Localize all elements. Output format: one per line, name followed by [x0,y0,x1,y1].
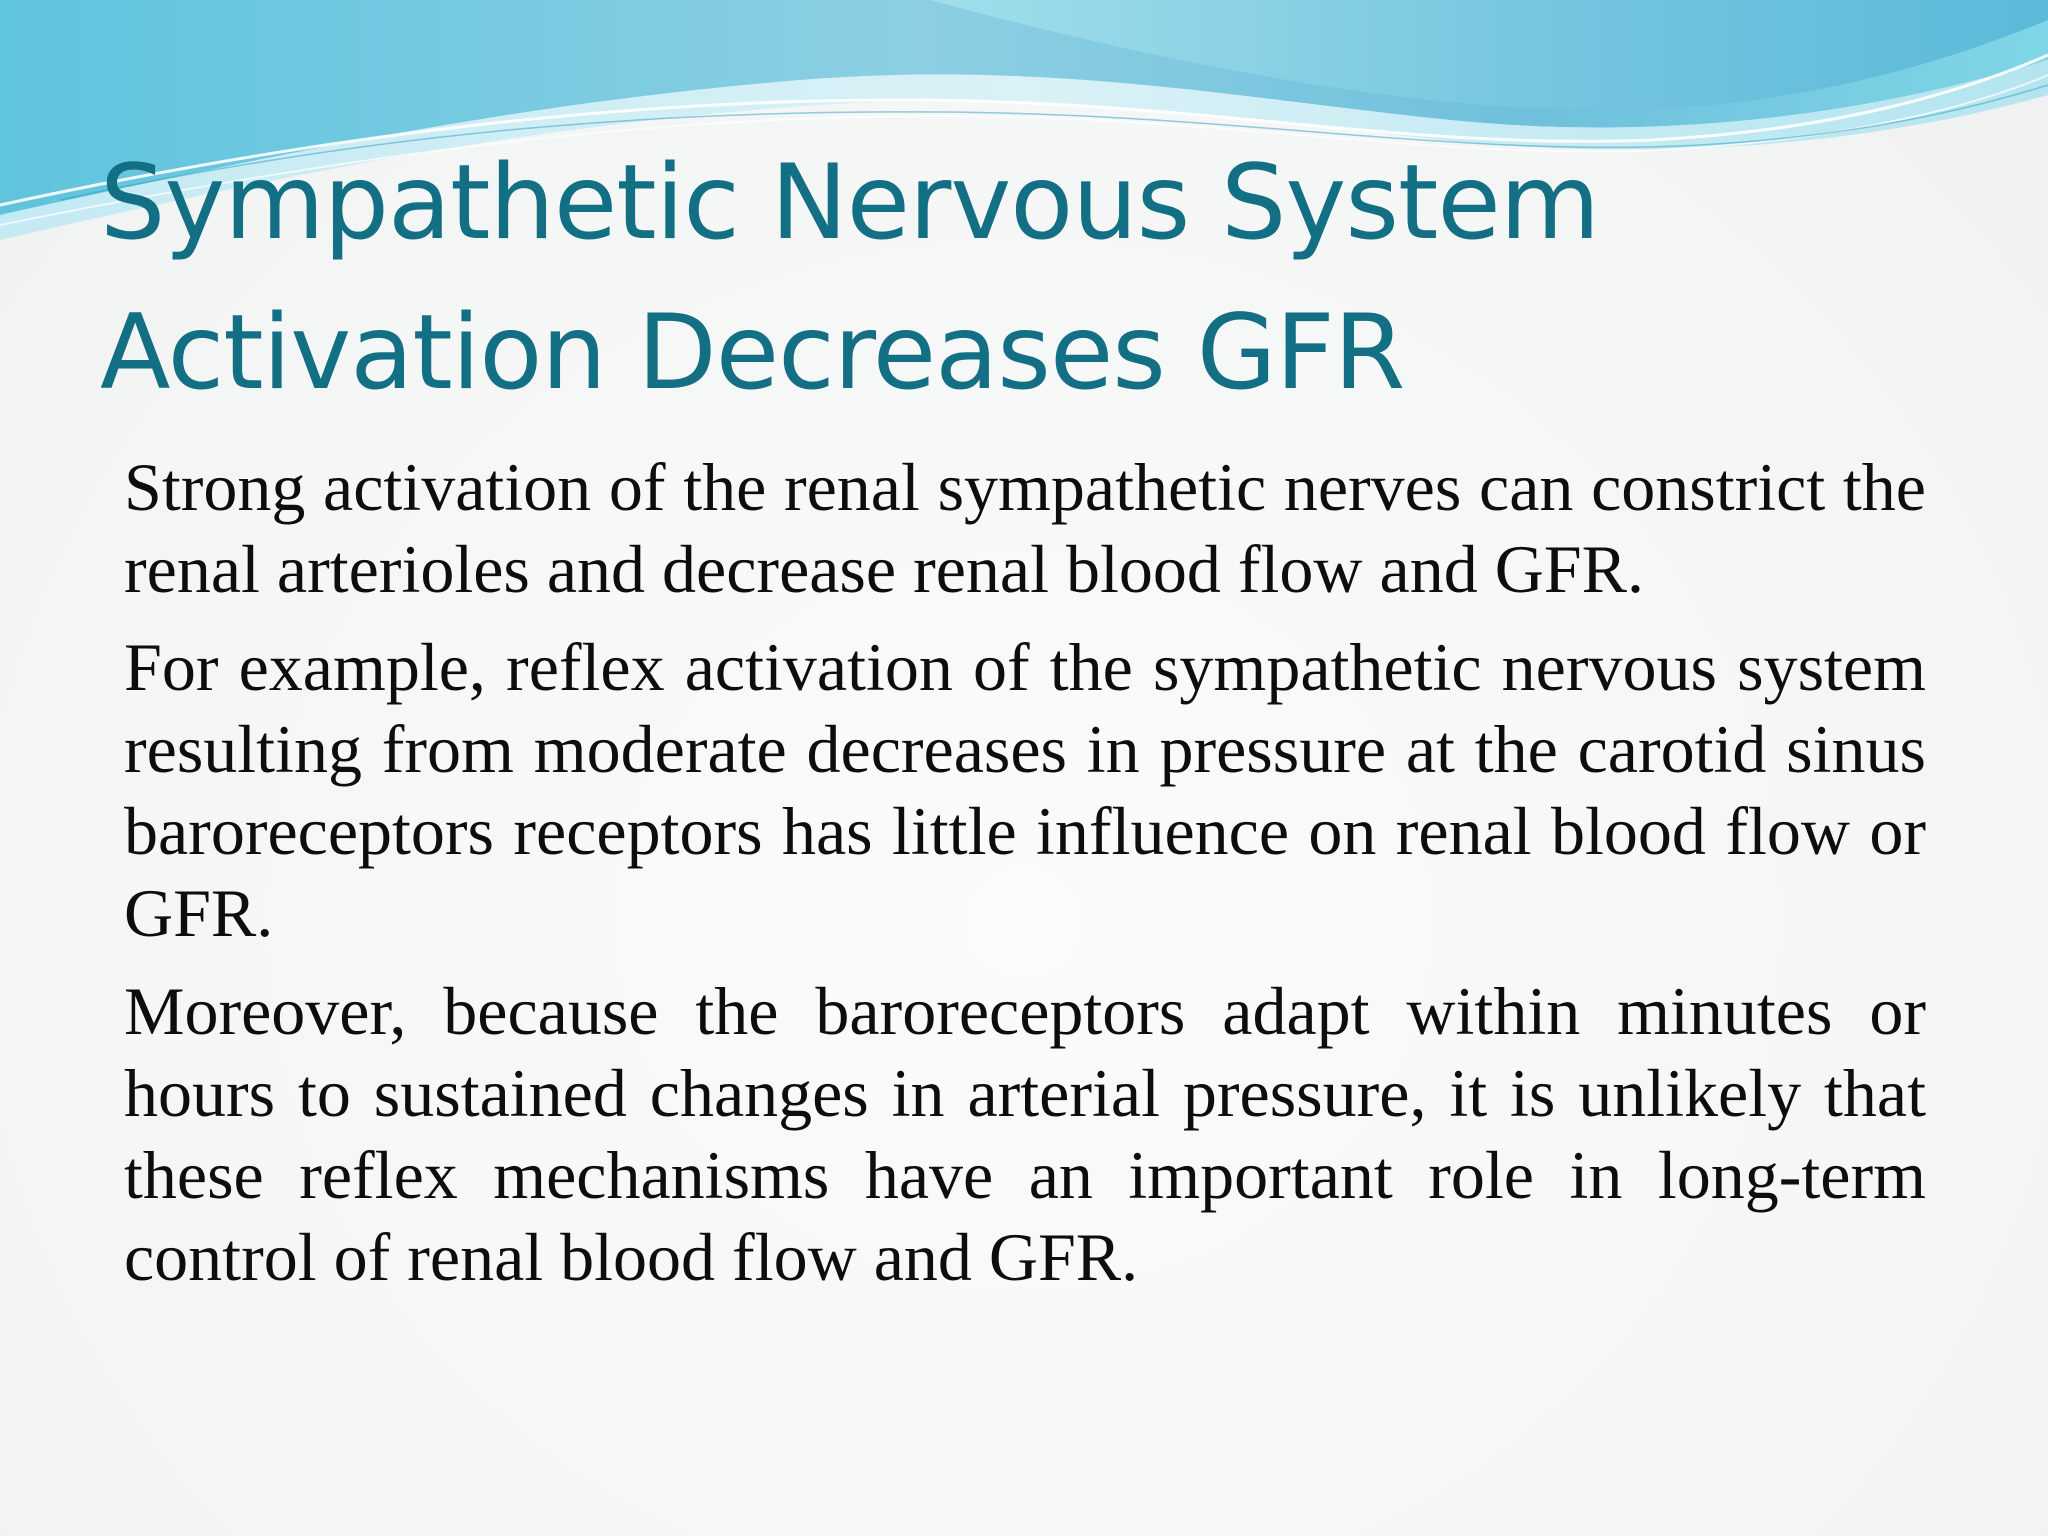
slide-body [124,446,1926,1314]
body-paragraph-1: Strong activation of the renal sympathetic nerves can constrict the renal arterioles and decrease renal blood flow and GFR. [124,449,1926,607]
slide-title-line-1: Sympathetic Nervous System [100,143,1600,263]
body-paragraph-2: For example, reflex activation of the sympathetic nervous system resulting from moderate decreases in pressure at the carotid sinus baroreceptors receptors has little influence on renal blood flow or GFR. [124,629,1926,951]
slide-title [100,128,1920,428]
body-paragraph-3: Moreover, because the baroreceptors adapt within minutes or hours to sustained changes in arterial pressure, it is unlikely that these reflex mechanisms have an important role in long-term control of renal blood flow and GFR. [124,973,1926,1295]
slide-title-line-2: Activation Decreases GFR [100,293,1405,413]
